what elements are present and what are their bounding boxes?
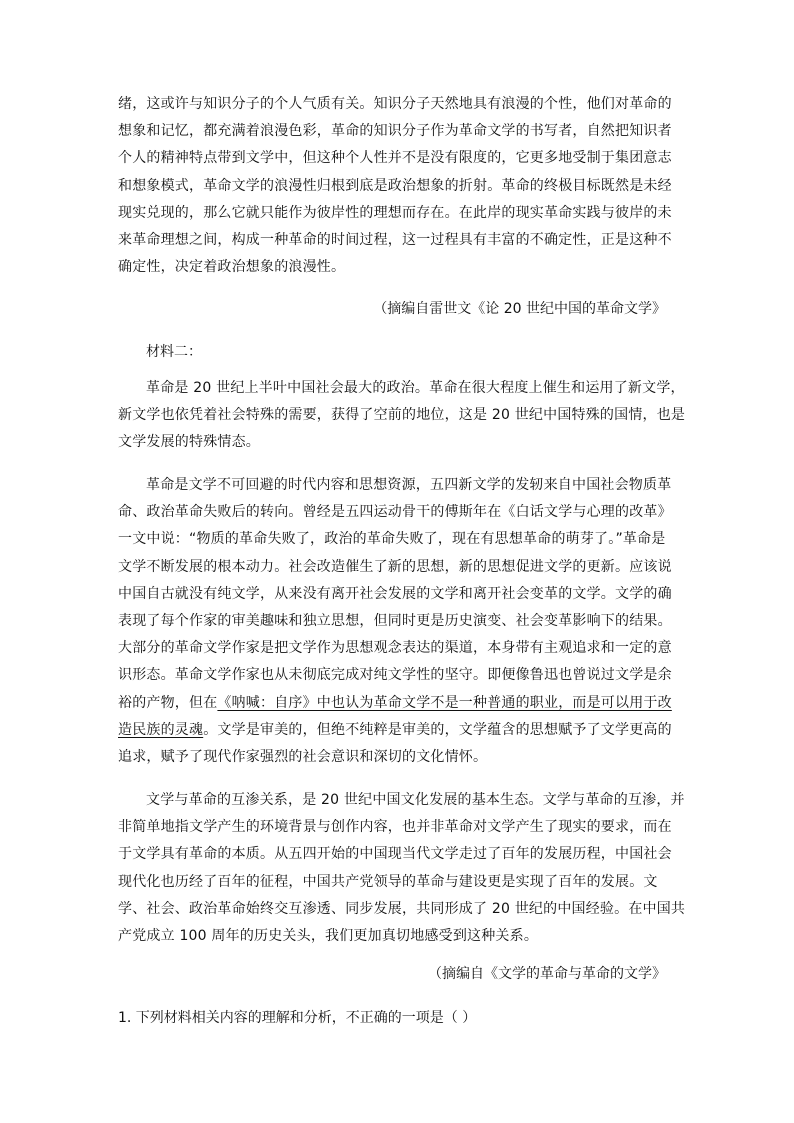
- text-line: 中国自古就没有纯文学，从来没有离开社会发展的文学和离开社会变革的文学。文学的确: [118, 585, 672, 602]
- text-line: [118, 690, 678, 717]
- text-line: 文学不断发展的根本动力。社会改造催生了新的思想，新的思想促进文学的更新。应该说: [118, 558, 672, 575]
- text-line: 绪，这或许与知识分子的个人气质有关。知识分子天然地具有浪漫的个性，他们对革命的: [118, 96, 672, 112]
- text-segment: 。文学是审美的，但绝不纯粹是审美的，文学蕴含的思想赋予了文学更高的: [203, 721, 672, 738]
- material-two-heading: 材料二：: [146, 344, 202, 360]
- text-line: 追求，赋予了现代作家强烈的社会意识和深切的文化情怀。: [118, 749, 488, 766]
- text-line: 识形态。革命文学作家也从未彻底完成对纯文学性的坚守。即便像鲁迅也曾说过文学是余: [118, 667, 672, 684]
- text-line: 大部分的革命文学作家是把文学作为思想观念表达的渠道，本身带有主观追求和一定的意: [118, 640, 672, 657]
- text-line: 现代化也历经了百年的征程，中国共产党领导的革命与建设更是实现了百年的发展。文: [118, 873, 658, 890]
- text-line: 一文中说：“物质的革命失败了，政治的革命失败了，现在有思想革命的萌芽了。”革命是: [118, 531, 666, 548]
- paragraph-material-two-intro: [118, 375, 686, 457]
- text-line: 表现了每个作家的审美趣味和独立思想，但同时更是历史演变、社会变革影响下的结果。: [118, 613, 672, 630]
- text-line: 现实兑现的，那么它就只能作为彼岸性的理想而存在。在此岸的现实革命实践与彼岸的未: [118, 204, 672, 221]
- paragraph-revolution-literature: [118, 472, 678, 771]
- source-citation-two: （摘编自《文学的革命与革命的文学》: [428, 966, 666, 982]
- underlined-text: 《呐喊：自序》中也认为革命文学不是一种普通的职业，而是可以用于改: [217, 694, 672, 711]
- text-line: 个人的精神特点带到文学中，但这种个人性并不是没有限度的，它更多地受制于集团意志: [118, 150, 672, 167]
- text-segment: 裕的产物，但在: [118, 694, 218, 711]
- paragraph-material-one-continued: [118, 91, 678, 281]
- text-line: 革命是文学不可回避的时代内容和思想资源，五四新文学的发轫来自中国社会物质革: [146, 477, 672, 493]
- question-one: 1. 下列材料相关内容的理解和分析，不正确的一项是（ ）: [118, 1010, 477, 1026]
- paragraph-literature-revolution-relation: [118, 787, 686, 950]
- text-line: 非简单地指文学产生的环境背景与创作内容，也并非革命对文学产生了现实的要求，而在: [118, 819, 672, 836]
- text-line: 和想象模式，革命文学的浪漫性归根到底是政治想象的折射。革命的终极目标既然是未经: [118, 177, 672, 194]
- text-line: 学、社会、政治革命始终交互渗透、同步发展，共同形成了 20 世纪的中国经验。在中国共: [118, 900, 686, 917]
- text-line: 革命是 20 世纪上半叶中国社会最大的政治。革命在很大程度上催生和运用了新文学，: [146, 380, 685, 396]
- text-line: 新文学也依凭着社会特殊的需要，获得了空前的地位，这是 20 世纪中国特殊的国情，也是: [118, 407, 686, 424]
- underlined-text: 造民族的灵魂: [118, 721, 204, 738]
- source-citation-one: （摘编自雷世文《论 20 世纪中国的革命文学》: [373, 301, 666, 317]
- text-line: 产党成立 100 周年的历史关头，我们更加真切地感受到这种关系。: [118, 928, 539, 945]
- text-line: 来革命理想之间，构成一种革命的时间过程，这一过程具有丰富的不确定性，正是这种不: [118, 232, 672, 249]
- text-line: 确定性，决定着政治想象的浪漫性。: [118, 259, 346, 276]
- text-line: 想象和记忆，都充满着浪漫色彩，革命的知识分子作为革命文学的书写者，自然把知识者: [118, 123, 672, 140]
- text-line: 文学发展的特殊情态。: [118, 434, 260, 451]
- text-line: [118, 717, 678, 744]
- text-line: 命、政治革命失败后的转向。曾经是五四运动骨干的傅斯年在《白话文学与心理的改革》: [118, 504, 672, 521]
- text-line: 文学与革命的互渗关系，是 20 世纪中国文化发展的基本生态。文学与革命的互渗，并: [146, 792, 685, 808]
- text-line: 于文学具有革命的本质。从五四开始的中国现当代文学走过了百年的发展历程，中国社会: [118, 846, 672, 863]
